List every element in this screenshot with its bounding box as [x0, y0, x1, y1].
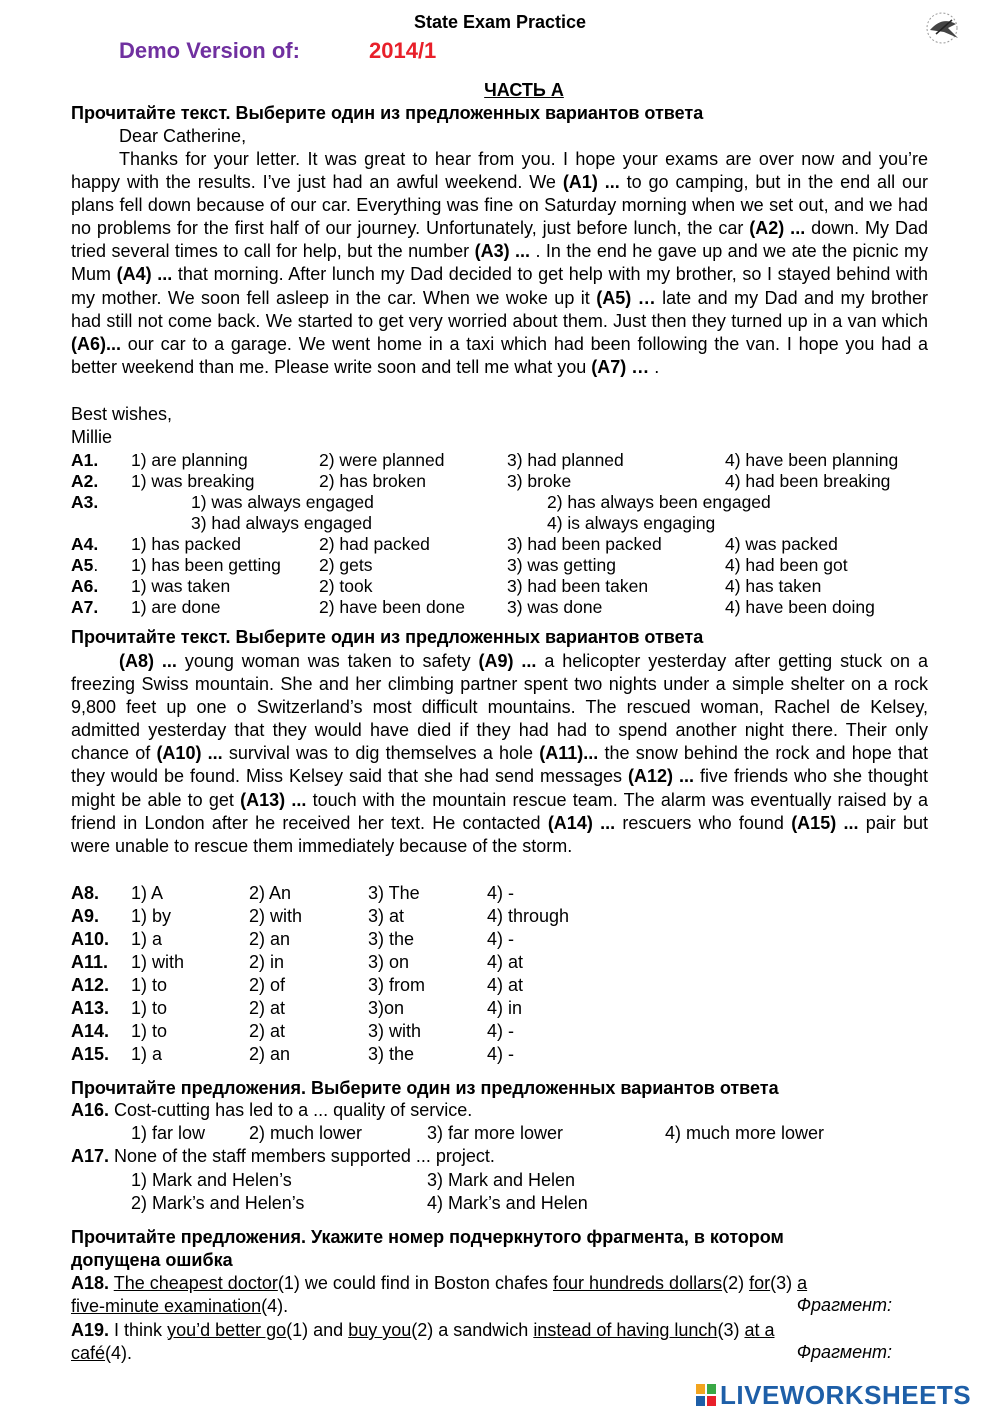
- letter-text: Thanks for your letter. It was great to hear from you. I hope your exams are over now and you’re happy with the results. I’ve just had an awful weekend. We (A1) ... to go camping, but in the end all our plans fell down because of our car. Everything was fine on Saturday morning when we set out, and we had no problems for the first half of our journey. Unfortunately, just before lunch, the car (A2) ... down. My Dad tried several times to call for help, but the number (A3) ... . In the end he gave up and we ate the picnic my Mum (A4) ... that morning. After lunch my Dad decided to get help with my brother, so I stayed behind with my mother. We soon fell asleep in the car. When we woke up it (A5) … late and my Dad and my brother had still not come back. We started to get very worried about them. Just then they turned up in a van which (A6)... our car to a garage. We went home in a taxi which had been following the van. I hope you had a better weekend than me. Please write soon and tell me what you (A7) … .: [71, 149, 928, 377]
- bird-logo-icon: [922, 8, 966, 46]
- letter-signature: Millie: [71, 427, 113, 447]
- question-a17: A17. None of the staff members supported ... project.: [71, 1146, 495, 1166]
- question-a11: A11. 1) with 2) in 3) on 4) at: [71, 952, 524, 972]
- question-a9: A9. 1) by 2) with 3) at 4) through: [71, 906, 570, 926]
- question-a19-cont: café(4).: [71, 1343, 133, 1363]
- question-a18-cont: five-minute examination(4).: [71, 1296, 289, 1316]
- question-a8: A8. 1) A 2) An 3) The 4) -: [71, 883, 514, 903]
- question-a6: A6. 1) was taken 2) took 3) had been taken 4) has taken: [71, 576, 822, 596]
- question-a18: A18. The cheapest doctor(1) we could find in Boston chafes four hundreds dollars(2) for(3) a: [71, 1273, 808, 1293]
- demo-version-code: 2014/1: [369, 38, 437, 63]
- letter-closing: Best wishes,: [71, 404, 173, 424]
- fragment-label-a18: Фрагмент:: [796, 1295, 892, 1315]
- section3-instruction: Прочитайте предложения. Выберите один из предложенных вариантов ответа: [71, 1078, 779, 1098]
- question-a14: A14. 1) to 2) at 3) with 4) -: [71, 1021, 514, 1041]
- question-a2: A2. 1) was breaking 2) has broken 3) broke 4) had been breaking: [71, 471, 891, 491]
- liveworksheets-icon: [696, 1384, 716, 1406]
- question-a3: A3. 1) was always engaged 2) has always been engaged: [71, 492, 771, 512]
- question-a7: A7. 1) are done 2) have been done 3) was done 4) have been doing: [71, 597, 875, 617]
- demo-version-label: Demo Version of:: [119, 38, 300, 63]
- question-a17-options-2: 2) Mark’s and Helen’s 4) Mark’s and Helen: [131, 1193, 588, 1213]
- section1-instruction: Прочитайте текст. Выберите один из предложенных вариантов ответа: [71, 103, 704, 123]
- question-a15: A15. 1) a 2) an 3) the 4) -: [71, 1044, 514, 1064]
- letter-greeting: Dear Catherine,: [119, 126, 247, 146]
- section2-instruction: Прочитайте текст. Выберите один из предложенных вариантов ответа: [71, 627, 704, 647]
- question-a1: A1. 1) are planning 2) were planned 3) had planned 4) have been planning: [71, 450, 899, 470]
- question-a13: A13. 1) to 2) at 3)on 4) in: [71, 998, 523, 1018]
- question-a16: A16. Cost-cutting has led to a ... quality of service.: [71, 1100, 473, 1120]
- section4-instruction: Прочитайте предложения. Укажите номер подчеркнутого фрагмента, в котором допущена ошибка: [71, 1227, 784, 1270]
- question-a10: A10. 1) a 2) an 3) the 4) -: [71, 929, 514, 949]
- question-a17-options-1: 1) Mark and Helen’s 3) Mark and Helen: [131, 1170, 576, 1190]
- question-a5: A5. 1) has been getting 2) gets 3) was getting 4) had been got: [71, 555, 848, 575]
- rescue-text: (A8) ... young woman was taken to safety (A9) ... a helicopter yesterday after getting stuck on a freezing Swiss mountain. She and her climbing partner spent two nights under a simple shelter on a rock 9,800 feet up one o Switzerland’s most difficult mountains. The rescued woman, Rachel de Kelsey, admitted yesterday that they would have died if they had had to spend another night there. Their only chance of (A10) ... survival was to dig themselves a hole (A11)... the snow behind the rock and hope that they would be found. Miss Kelsey said that she had send messages (A12) ... five friends who she thought might be able to get (A13) ... touch with the mountain rescue team. The alarm was eventually raised by a friend in London after he received her text. He contacted (A14) ... rescuers who found (A15) ... pair but were unable to rescue them immediately because of the storm.: [71, 651, 929, 856]
- question-a12: A12. 1) to 2) of 3) from 4) at: [71, 975, 524, 995]
- page-title: State Exam Practice: [413, 12, 587, 32]
- question-a16-options: 1) far low 2) much lower 3) far more lower 4) much more lower: [131, 1123, 825, 1143]
- question-a4: A4. 1) has packed 2) had packed 3) had been packed 4) was packed: [71, 534, 838, 554]
- part-a-heading: ЧАСТЬ А: [484, 80, 564, 100]
- question-a3-cont: 3) had always engaged 4) is always engaging: [191, 513, 716, 533]
- liveworksheets-logo: [696, 1380, 971, 1410]
- fragment-label-a19: Фрагмент:: [796, 1342, 892, 1362]
- liveworksheets-wordmark: LIVEWORKSHEETS: [720, 1379, 972, 1410]
- question-a19: A19. I think you’d better go(1) and buy you(2) a sandwich instead of having lunch(3) at a: [71, 1320, 775, 1340]
